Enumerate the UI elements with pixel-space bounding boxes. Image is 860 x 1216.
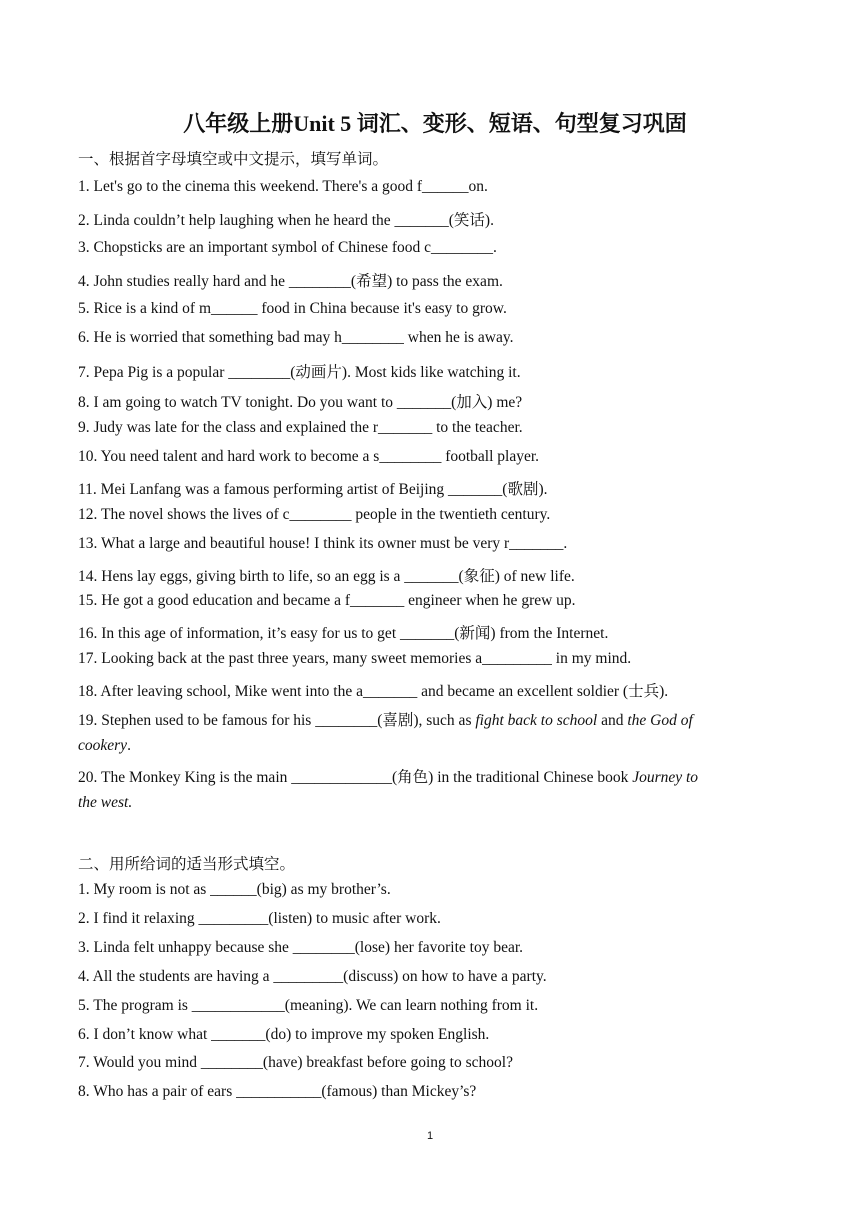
item20-italic-title: Journey to [632, 769, 699, 786]
page-title: 八年级上册Unit 5 词汇、变形、短语、句型复习巩固 [183, 111, 687, 136]
item20-italic-continued: the west. [78, 794, 133, 811]
list-item-20 [78, 765, 698, 787]
list-item: 16. In this age of information, it’s easy for us to get _______(新闻) from the Internet. [78, 625, 609, 642]
list-item: 3. Chopsticks are an important symbol of Chinese food c________. [78, 239, 497, 256]
list-item: 10. You need talent and hard work to become a s________ football player. [78, 448, 540, 465]
page-number: 1 [426, 1130, 434, 1142]
section1-heading: 一、根据首字母填空或中文提示，填写单词。 [78, 151, 389, 168]
list-item: 4. All the students are having a _________(discuss) on how to have a party. [78, 968, 547, 985]
list-item-19-continued [78, 737, 131, 755]
list-item: 5. The program is ____________(meaning). We can learn nothing from it. [78, 997, 539, 1014]
list-item: 9. Judy was late for the class and explained the r_______ to the teacher. [78, 419, 523, 436]
list-item: 12. The novel shows the lives of c________ people in the twentieth century. [78, 506, 551, 523]
item20-text: 20. The Monkey King is the main _____________(角色) in the traditional Chinese book [78, 769, 633, 786]
list-item: 4. John studies really hard and he ________(希望) to pass the exam. [78, 273, 503, 290]
list-item: 7. Would you mind ________(have) breakfast before going to school? [78, 1054, 513, 1071]
list-item: 11. Mei Lanfang was a famous performing artist of Beijing _______(歌剧). [78, 481, 548, 498]
list-item-19 [78, 708, 693, 730]
list-item: 1. Let's go to the cinema this weekend. There's a good f______on. [78, 178, 488, 195]
list-item: 15. He got a good education and became a f_______ engineer when he grew up. [78, 592, 576, 609]
list-item: 8. I am going to watch TV tonight. Do you want to _______(加入) me? [78, 394, 523, 411]
list-item: 2. I find it relaxing _________(listen) to music after work. [78, 910, 441, 927]
item19-italic-title-2: the God of [627, 712, 693, 729]
item19-italic-title: fight back to school [475, 712, 598, 729]
item19-italic-continued: cookery [78, 737, 128, 754]
list-item: 5. Rice is a kind of m______ food in China because it's easy to grow. [78, 300, 507, 317]
list-item: 1. My room is not as ______(big) as my brother’s. [78, 881, 391, 898]
list-item: 6. He is worried that something bad may h________ when he is away. [78, 329, 514, 346]
list-item: 17. Looking back at the past three years, many sweet memories a_________ in my mind. [78, 650, 632, 667]
item19-text: 19. Stephen used to be famous for his ________(喜剧), such as [78, 712, 476, 729]
list-item: 14. Hens lay eggs, giving birth to life, so an egg is a _______(象征) of new life. [78, 568, 575, 585]
list-item: 18. After leaving school, Mike went into the a_______ and became an excellent soldier (士兵). [78, 683, 669, 700]
list-item: 8. Who has a pair of ears ___________(famous) than Mickey’s? [78, 1083, 477, 1100]
list-item: 13. What a large and beautiful house! I think its owner must be very r_______. [78, 535, 568, 552]
list-item-20-continued [78, 794, 132, 812]
section2-heading: 二、用所给词的适当形式填空。 [78, 856, 296, 873]
item19-tail: . [127, 737, 131, 754]
item19-mid: and [597, 712, 628, 729]
list-item: 2. Linda couldn’t help laughing when he heard the _______(笑话). [78, 212, 494, 229]
list-item: 7. Pepa Pig is a popular ________(动画片). Most kids like watching it. [78, 364, 521, 381]
list-item: 3. Linda felt unhappy because she ________(lose) her favorite toy bear. [78, 939, 524, 956]
list-item: 6. I don’t know what _______(do) to improve my spoken English. [78, 1026, 490, 1043]
